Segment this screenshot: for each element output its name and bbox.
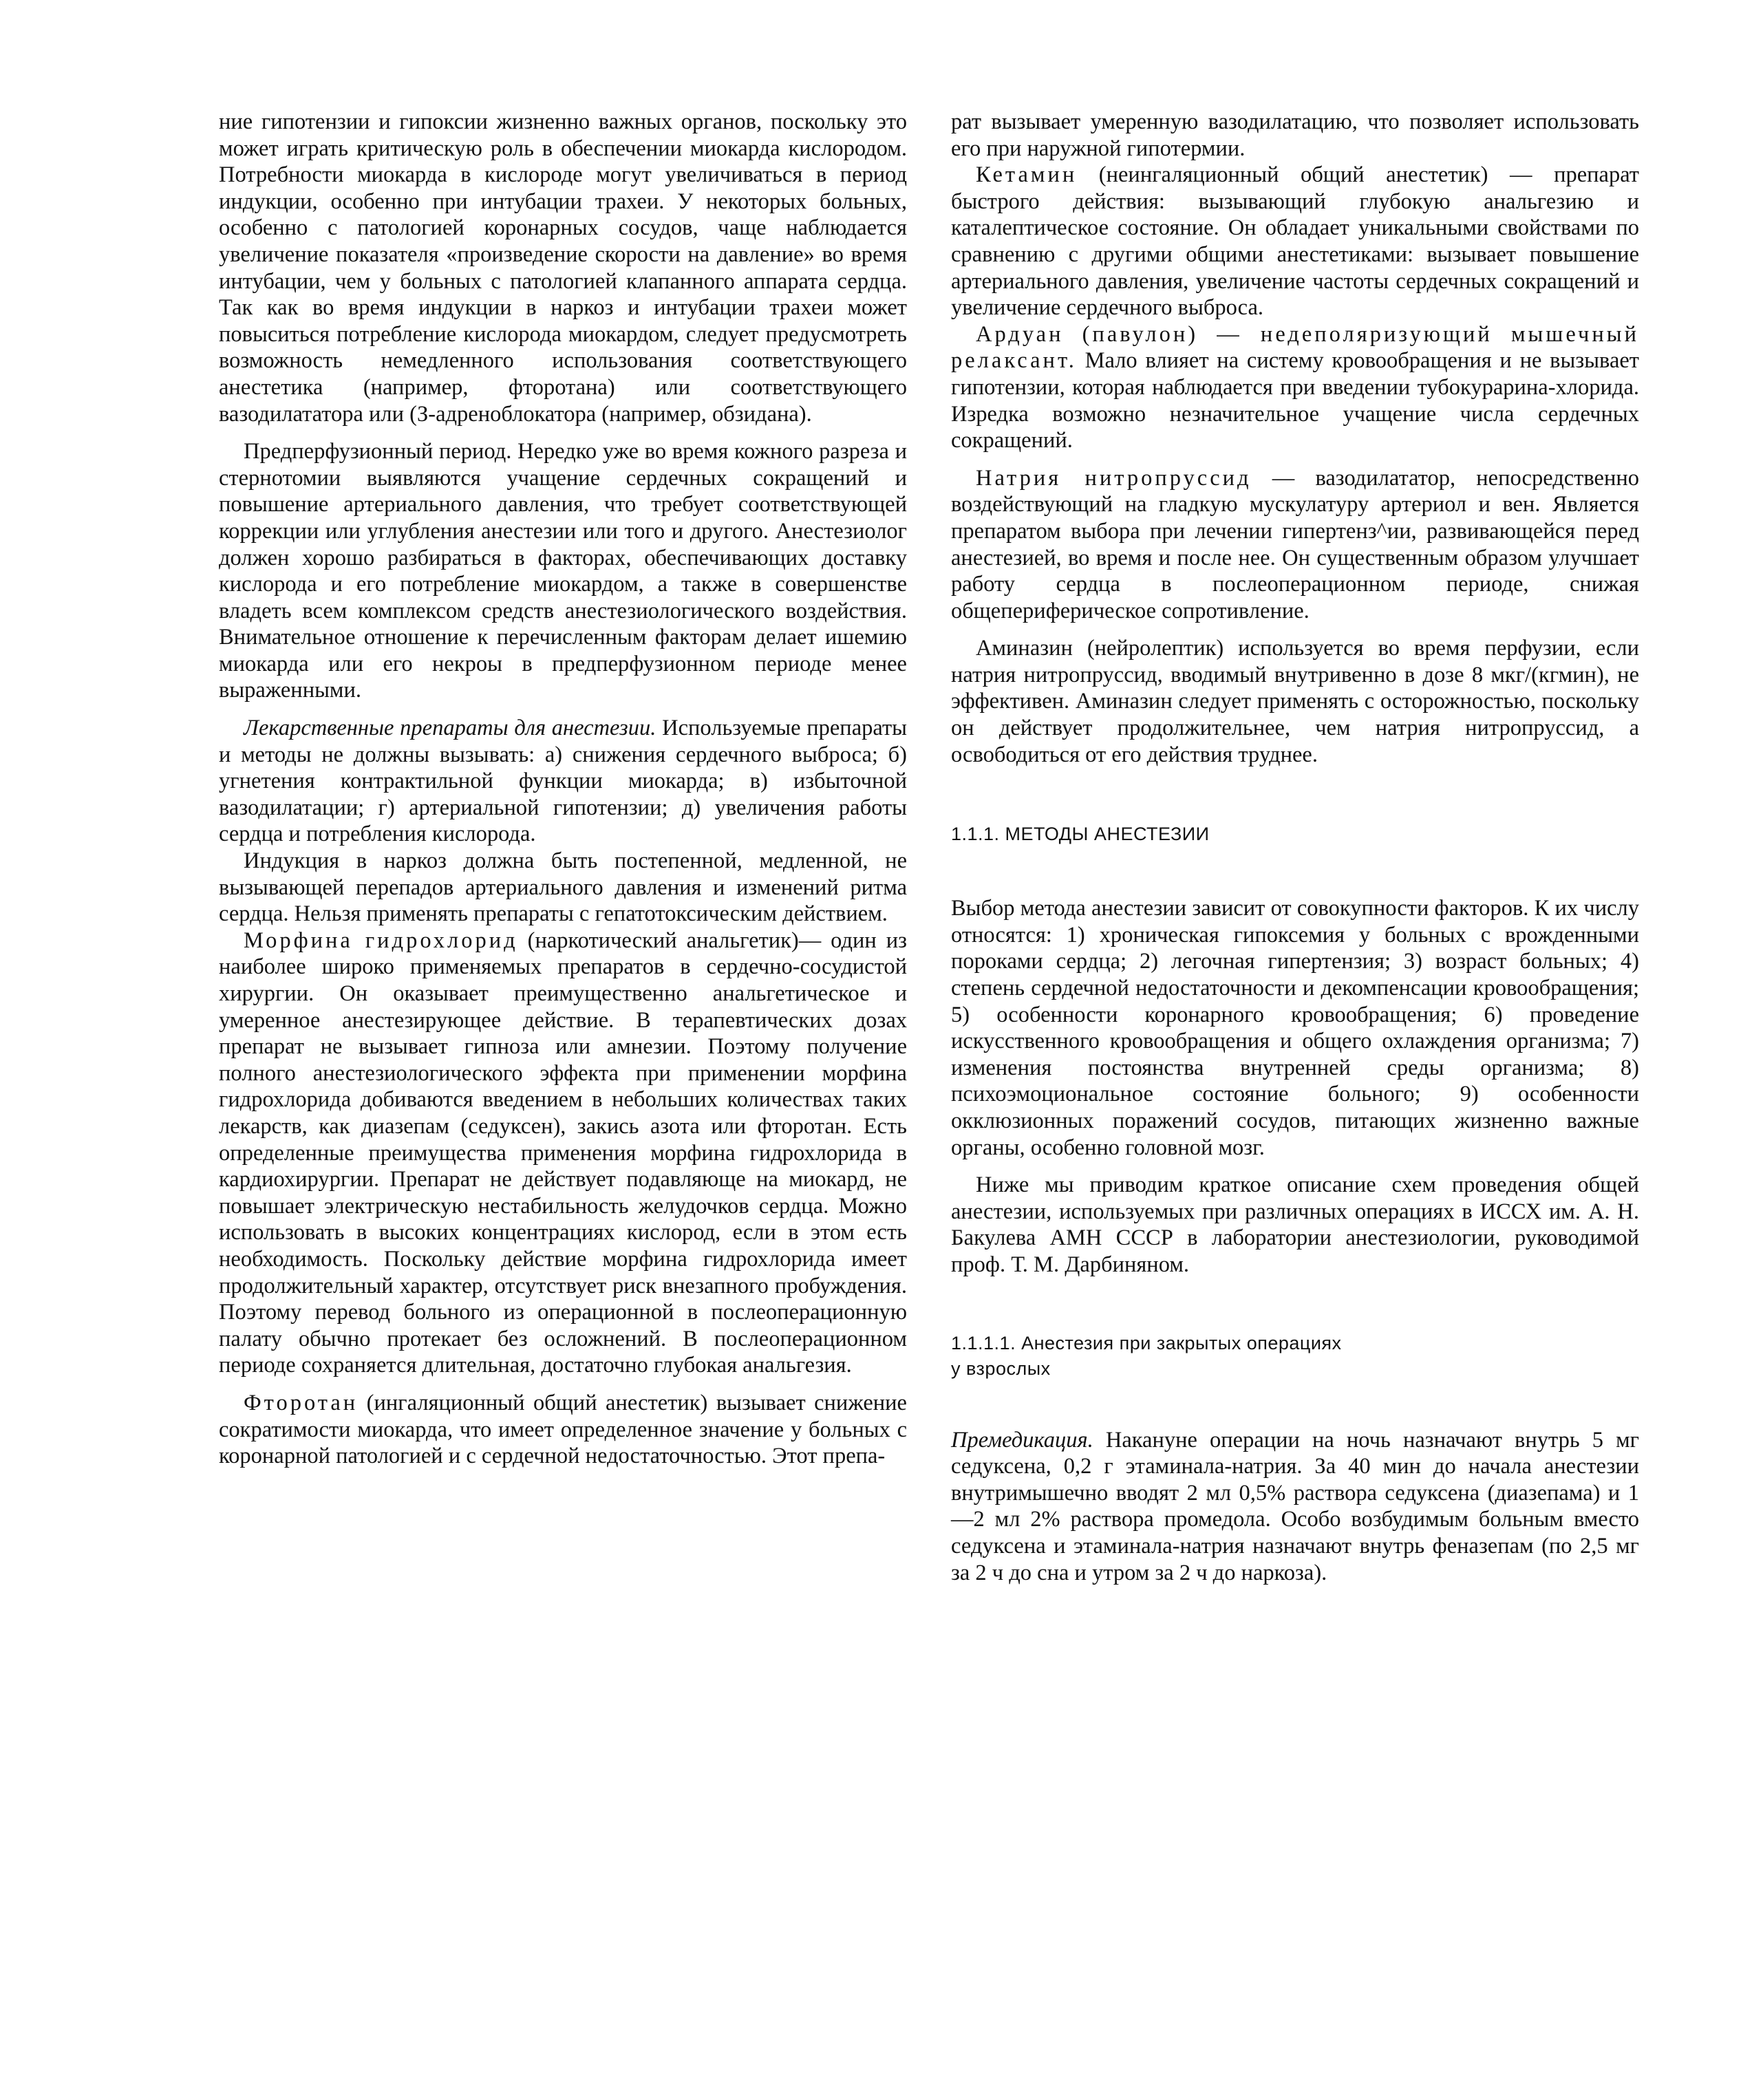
paragraph-aminazin	[951, 635, 1639, 768]
term-nitroprusside: Натрия нитропруссид	[976, 465, 1252, 491]
term-anesthesia-drugs: Лекарственные препараты для анестезии.	[244, 716, 656, 741]
paragraph-morphine-text: (наркотический анальгетик)— один из наиболее широко применяемых препаратов в сердечно-сосудистой хирургии. Он оказывает преимущественно анальгетическое и умеренное анестезирующее действие. В терапевтических дозах препарат не вызывает гипноза или амнезии. Поэтому получение полного анестезиологического эффекта при применении морфина гидрохлорида добиваются введением в небольших количествах таких лекарств, как диазепам (седуксен), закись азота или фторотан. Есть определенные преимущества применения морфина гидрохлорида в кардиохирургии. Препарат не действует подавляюще на миокард, не повышает электрическую нестабильность желудочков сердца. Можно использовать в высоких концентрациях кислород, если в этом есть необходимость. Поскольку действие морфина гидрохлорида имеет продолжительный характер, отсутствует риск внезапного пробуждения. Поэтому перевод больного из операционной в послеоперационную палату обычно протекает без осложнений. В послеоперационном периоде сохраняется длительная, достаточно глубокая анальгезия.	[219, 928, 908, 1378]
paragraph-premedication-text: Накануне операции на ночь назначают внутрь 5 мг седуксена, 0,2 г этаминала-натрия. За 40 мин до начала анестезии внутримышечно вводят 2 мл 0,5% раствора седуксена (диазепама) и 1—2 мл 2% раствора промедола. Особо возбудимым больным вместо седуксена и этаминала-натрия назначают внутрь феназепам (по 2,5 мг за 2 ч до сна и утром за 2 ч до наркоза).	[951, 1427, 1639, 1585]
term-ftorotan: Фторотан	[244, 1390, 359, 1415]
term-premedication: Премедикация.	[951, 1427, 1093, 1453]
paragraph-anesthesia-drugs	[219, 715, 907, 848]
paragraph-ketamine-text: (неингаляционный общий анестетик) — препарат быстрого действия: вызывающий глубокую анальгезию и каталептическое состояние. Он обладает уникальными свойствами по сравнению с другими общими анестетиками: вызывает повышение артериального давления, увеличение частоты сердечных сокращений и увеличение сердечного выброса.	[951, 162, 1639, 321]
paragraph-ketamine	[951, 162, 1639, 321]
paragraph-nitroprusside	[951, 465, 1639, 625]
term-ketamine: Кетамин	[976, 162, 1078, 188]
paragraph-premedication	[951, 1427, 1639, 1587]
subsection-heading-line-1: 1.1.1.1. Анестезия при закрытых операциях	[951, 1332, 1342, 1353]
paragraph-anesthesia-drugs-text: Используемые препараты и методы не должны вызывать: а) снижения сердечного выброса; б) угнетения контрактильной функции миокарда; в) избыточной вазодилатации; г) артериальной гипотензии; д) увеличения работы сердца и потребления кислорода.	[219, 716, 907, 847]
paragraph-arduan-text: Мало влияет на систему кровообращения и не вызывает гипотензии, которая наблюдается при введении тубокурарина-хлорида. Изредка возможно незначительное учащение числа сердечных сокращений.	[951, 348, 1639, 453]
term-arduan: Ардуан (павулон) — недеполяризующий мышечный релаксант.	[951, 321, 1639, 374]
paragraph-arduan	[951, 321, 1639, 454]
paragraph-hypotension: ние гипотензии и гипоксии жизненно важных органов, поскольку это может играть критическую роль в обеспечении миокарда кислородом. Потребности миокарда в кислороде могут увеличиваться в период индукции, особенно при интубации трахеи. У некоторых больных, особенно с патологией коронарных сосудов, чаще наблюдается увеличение показателя «произведение скорости на давление» во время интубации, чем у больных с патологией клапанного аппарата сердца. Так как во время индукции в наркоз и интубации трахеи может повыситься потребление кислорода миокардом, следует предусмотреть возможность немедленного использования соответствующего анестетика (например, фторотана) или соответствующего вазодилататора или (З-адреноблокатора (например, обзидана).	[219, 109, 907, 427]
subsection-heading-line-2: у взрослых	[951, 1358, 1051, 1379]
paragraph-ftorotan-continued: рат вызывает умеренную вазодилатацию, что позволяет использовать его при наружной гипотермии.	[951, 109, 1639, 161]
left-column	[219, 109, 907, 1470]
paragraph-induction: Индукция в наркоз должна быть постепенной, медленной, не вызывающей перепадов артериального давления и изменений ритма сердца. Нельзя применять препараты с гепатотоксическим действием.	[219, 848, 907, 927]
paragraph-ftorotan-text: (ингаляционный общий анестетик) вызывает снижение сократимости миокарда, что имеет определенное значение у больных с коронарной патологией и с сердечной недостаточностью. Этот препа-	[219, 1390, 907, 1469]
paragraph-aminazin-text: (нейролептик) используется во время перфузии, если натрия нитропруссид, вводимый внутривенно в дозе 8 мкг/(кгмин), не эффективен. Аминазин следует применять с осторожностью, поскольку он действует продолжительнее, чем натрия нитропруссид, а освободиться от его действия труднее.	[951, 636, 1639, 767]
paragraph-schemes-intro: Ниже мы приводим краткое описание схем проведения общей анестезии, используемых при различных операциях в ИССХ им. А. Н. Бакулева АМН СССР в лаборатории анестезиологии, руководимой проф. Т. М. Дарбиняном.	[951, 1172, 1639, 1277]
term-morphine: Морфина гидрохлорид	[244, 928, 518, 953]
right-column	[951, 109, 1639, 1586]
paragraph-preperfusion: Предперфузионный период. Нередко уже во время кожного разреза и стернотомии выявляются учащение сердечных сокращений и повышение артериального давления, что требует соответствующей коррекции или углубления анестезии или того и другого. Анестезиолог должен хорошо разбираться в факторах, обеспечивающих доставку кислорода и его потребление миокардом, а также в совершенстве владеть всем комплексом средств анестезиологического воздействия. Внимательное отношение к перечисленным факторам делает ишемию миокарда или его некроы в предперфузионном периоде менее выраженными.	[219, 439, 907, 703]
term-aminazin: Аминазин	[976, 636, 1073, 661]
subsection-heading-closed-operations	[951, 1331, 1639, 1382]
section-heading-methods: 1.1.1. МЕТОДЫ АНЕСТЕЗИИ	[951, 824, 1210, 845]
paragraph-morphine	[219, 928, 907, 1379]
paragraph-nitroprusside-text: — вазодилататор, непосредственно воздействующий на гладкую мускулатуру артериол и вен. Является препаратом выбора при лечении гипертенз^ии, развивающейся перед анестезией, во время и после нее. Он существенным образом улучшает работу сердца в послеоперационном периоде, снижая общепериферическое сопротивление.	[951, 465, 1640, 623]
paragraph-ftorotan	[219, 1390, 907, 1470]
paragraph-method-choice: Выбор метода анестезии зависит от совокупности факторов. К их числу относятся: 1) хроническая гипоксемия у больных с врожденными пороками сердца; 2) легочная гипертензия; 3) возраст больных; 4) степень сердечной недостаточности и декомпенсации кровообращения; 5) особенности коронарного кровообращения; 6) проведение искусственного кровообращения и общего охлаждения организма; 7) изменения постоянства внутренней среды организма; 8) психоэмоциональное состояние больного; 9) особенности окклюзионных поражений сосудов, питающих жизненно важные органы, особенно головной мозг.	[951, 896, 1639, 1160]
